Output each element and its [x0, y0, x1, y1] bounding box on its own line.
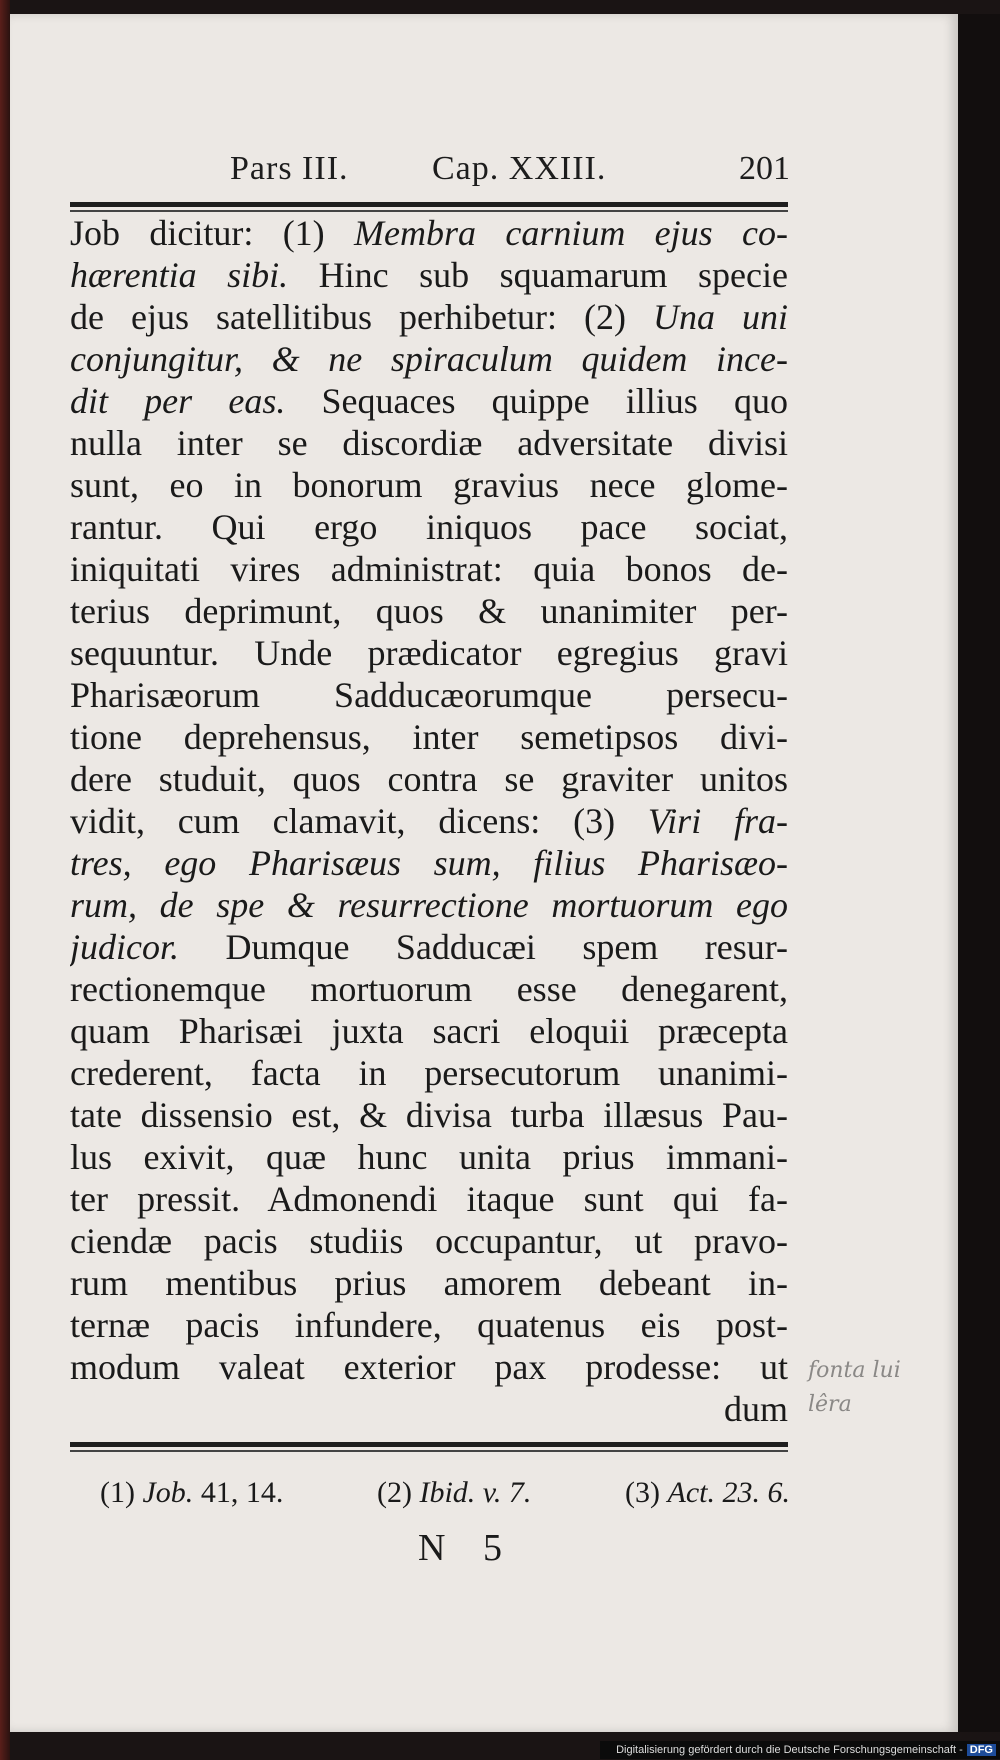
footnote-1-source: Job.: [142, 1476, 194, 1509]
footnote-2-source: Ibid.: [419, 1476, 476, 1509]
text-line: [70, 716, 788, 758]
dark-background: [958, 14, 1000, 1732]
text-segment: sequuntur. Unde prædicator egregius gravi: [70, 633, 788, 673]
text-line: [70, 800, 788, 842]
handwritten-marginalia: [808, 1354, 948, 1422]
credit-text: Digitalisierung gefördert durch die Deutsche Forschungsgemeinschaft -: [616, 1744, 963, 1756]
text-line: [70, 1178, 788, 1220]
italic-text: rum, de spe & resurrectione mortuorum ego: [70, 885, 788, 925]
text-segment: nulla inter se discordiæ adversitate divisi: [70, 423, 788, 463]
text-segment: Pharisæorum Sadducæorumque persecu-: [70, 675, 788, 715]
header-chapter: Cap. XXIII.: [432, 150, 607, 187]
text-line: [70, 926, 788, 968]
text-line: [70, 590, 788, 632]
footnote-1: [100, 1476, 283, 1516]
text-segment: Dumque Sadducæi spem resur-: [179, 927, 788, 967]
text-line: [70, 1094, 788, 1136]
text-segment: quam Pharisæi juxta sacri eloquii præcepta: [70, 1011, 788, 1051]
text-segment: Sequaces quippe illius quo: [285, 381, 788, 421]
text-line: [70, 422, 788, 464]
footnote-rule-thin: [70, 1450, 788, 1452]
header-rule: [70, 202, 788, 207]
text-line: [70, 968, 788, 1010]
text-segment: modum valeat exterior pax prodesse: ut: [70, 1347, 788, 1387]
text-segment: Hinc sub squamarum specie: [288, 255, 788, 295]
footnotes: [100, 1476, 790, 1516]
book-cover-edge: [0, 0, 10, 1760]
text-line: [70, 464, 788, 506]
text-segment: de ejus satellitibus perhibetur: (2): [70, 297, 653, 337]
italic-text: judicor.: [70, 927, 180, 967]
text-line: [70, 1346, 788, 1388]
text-line: [70, 1052, 788, 1094]
text-segment: rantur. Qui ergo iniquos pace sociat,: [70, 507, 788, 547]
text-line: [70, 380, 788, 422]
footnote-2-location: v. 7.: [482, 1476, 532, 1509]
text-line: [70, 884, 788, 926]
text-segment: ciendæ pacis studiis occupantur, ut pravo-: [70, 1221, 788, 1261]
text-line: [70, 1388, 788, 1430]
footnote-3-number: (3): [625, 1476, 661, 1509]
text-segment: ternæ pacis infundere, quatenus eis post-: [70, 1305, 788, 1345]
text-segment: crederent, facta in persecutorum unanimi-: [70, 1053, 788, 1093]
text-segment: vidit, cum clamavit, dicens: (3): [70, 801, 648, 841]
text-line: [70, 1262, 788, 1304]
marginalia-line-2: lêra: [808, 1392, 852, 1417]
dfg-logo: DFG: [967, 1744, 996, 1756]
text-line: [70, 758, 788, 800]
italic-text: Viri fra-: [647, 801, 788, 841]
text-line: [70, 254, 788, 296]
text-line: [70, 842, 788, 884]
signature-mark: N 5: [418, 1527, 516, 1569]
text-segment: tione deprehensus, inter semetipsos divi-: [70, 717, 788, 757]
footnote-2: [377, 1476, 531, 1516]
text-line: [70, 506, 788, 548]
marginalia-line-1: fonta lui: [808, 1358, 901, 1383]
text-line: [70, 338, 788, 380]
italic-text: conjungitur, & ne spiraculum quidem ince-: [70, 339, 788, 379]
text-segment: rectionemque mortuorum esse denegarent,: [70, 969, 788, 1009]
page-number: 201: [739, 150, 790, 187]
header-part: Pars III.: [230, 150, 349, 187]
text-segment: iniquitati vires administrat: quia bonos de-: [70, 549, 788, 589]
italic-text: tres, ego Pharisæus sum, filius Pharisæo-: [70, 843, 788, 883]
text-line: [70, 632, 788, 674]
text-segment: tate dissensio est, & divisa turba illæsus Pau-: [70, 1095, 788, 1135]
text-segment: dere studuit, quos contra se graviter unitos: [70, 759, 788, 799]
text-segment: ter pressit. Admonendi itaque sunt qui fa-: [70, 1179, 788, 1219]
footnote-2-number: (2): [376, 1476, 412, 1509]
italic-text: dit per eas.: [70, 381, 286, 421]
footnote-3-source: Act.: [667, 1476, 715, 1509]
footnote-3-location: 23. 6.: [722, 1476, 790, 1509]
main-text-block: [70, 212, 788, 1430]
italic-text: Membra carnium ejus co-: [354, 213, 788, 253]
text-line: [70, 212, 788, 254]
footnote-1-location: 41, 14.: [200, 1476, 284, 1509]
text-segment: Job dicitur: (1): [70, 213, 355, 253]
text-segment: lus exivit, quæ hunc unita prius immani-: [70, 1137, 788, 1177]
footnote-1-number: (1): [100, 1476, 135, 1509]
text-segment: terius deprimunt, quos & unanimiter per-: [70, 591, 788, 631]
text-line: [70, 1136, 788, 1178]
text-line: [70, 1010, 788, 1052]
digitization-credit: [600, 1741, 1000, 1759]
italic-text: Una uni: [652, 297, 788, 337]
text-segment: sunt, eo in bonorum gravius nece glome-: [70, 465, 788, 505]
running-header: [230, 150, 790, 190]
italic-text: hærentia sibi.: [70, 255, 289, 295]
footnote-3: [625, 1476, 790, 1516]
text-line: [70, 674, 788, 716]
text-segment: rum mentibus prius amorem debeant in-: [70, 1263, 788, 1303]
footnote-rule: [70, 1442, 788, 1447]
text-line: [70, 1220, 788, 1262]
text-segment: dum: [723, 1389, 788, 1429]
text-line: [70, 548, 788, 590]
text-line: [70, 296, 788, 338]
text-line: [70, 1304, 788, 1346]
